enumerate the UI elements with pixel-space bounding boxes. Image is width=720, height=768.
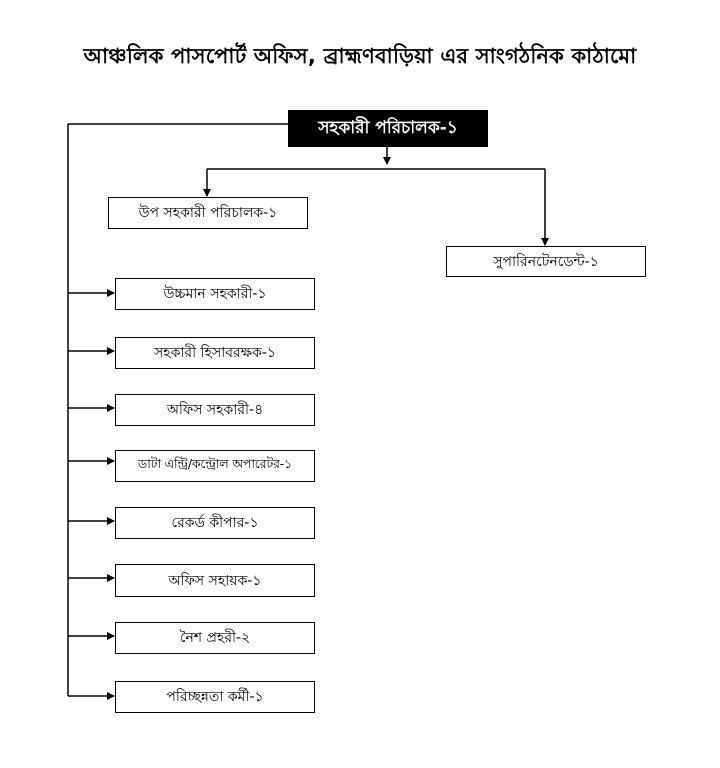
staff-box-1: উচ্চমান সহকারী-১ — [115, 278, 315, 310]
page-title: আঞ্চলিক পাসপোর্ট অফিস, ব্রাহ্মণবাড়িয়া এর সাংগঠনিক কাঠামো — [83, 44, 637, 68]
staff-box-3: অফিস সহকারী-৪ — [115, 394, 315, 426]
staff-box-7: নৈশ প্রহরী-২ — [115, 622, 315, 654]
superintendent-box: সুপারিনটেনডেন্ট-১ — [446, 246, 646, 277]
staff-box-8: পরিচ্ছন্নতা কর্মী-১ — [115, 681, 315, 713]
head-box: সহকারী পরিচালক-১ — [288, 110, 488, 147]
staff-box-4: ডাটা এন্ট্রি/কন্ট্রোল অপারেটর-১ — [115, 450, 315, 482]
staff-box-5: রেকর্ড কীপার-১ — [115, 507, 315, 539]
staff-box-6: অফিস সহায়ক-১ — [115, 564, 315, 597]
deputy-box: উপ সহকারী পরিচালক-১ — [108, 197, 308, 229]
staff-box-2: সহকারী হিসাবরক্ষক-১ — [115, 337, 315, 369]
